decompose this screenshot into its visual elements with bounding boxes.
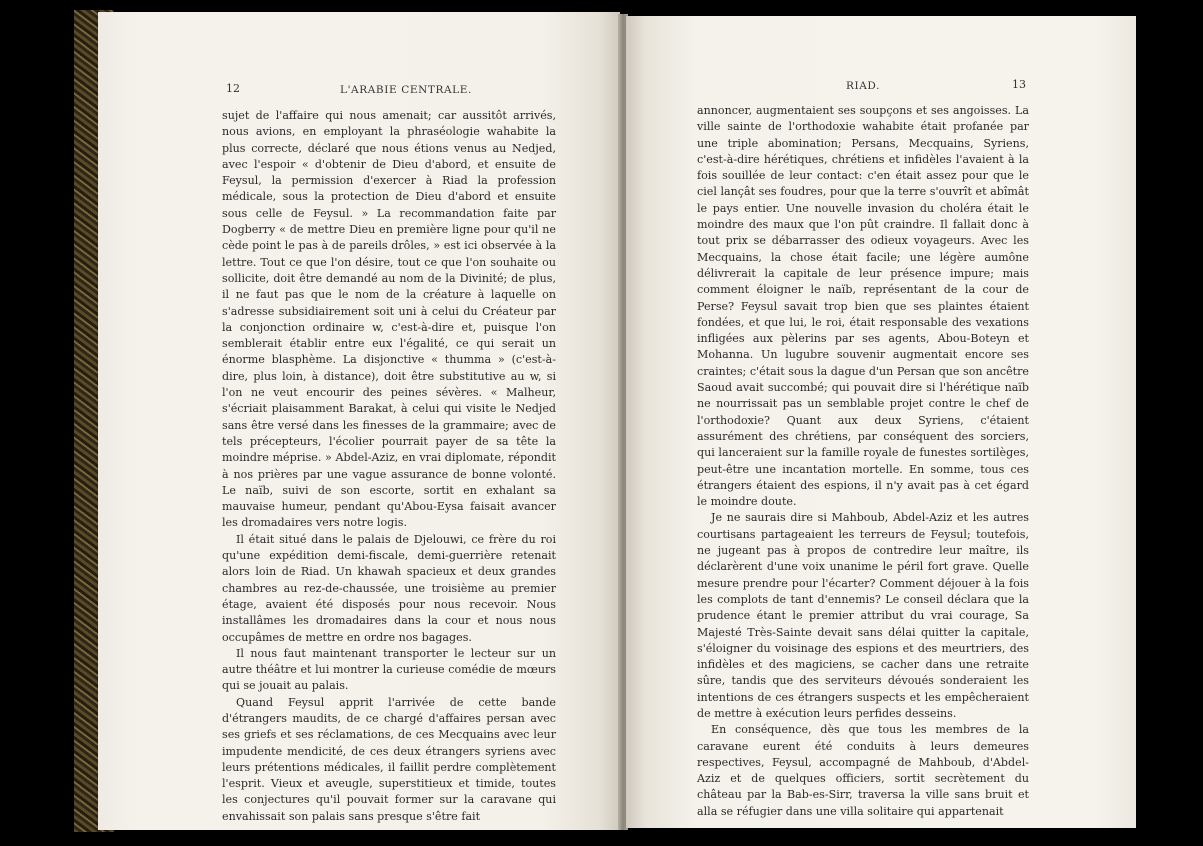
- paragraph: En conséquence, dès que tous les membres de la caravane eurent été conduits à leurs demeures respectives, Feysul, accompagné de Mahboub, d'Abdel-Aziz et de quelques officiers, sortit secrètement du château par la Bab-es-Sirr, traversa la ville sans bruit et alla se réfugier dans une villa solitaire qui appartenait: [697, 723, 1029, 818]
- paragraph: Je ne saurais dire si Mahboub, Abdel-Aziz et les autres courtisans partageaient les terreurs de Feysul; toutefois, ne jugeant pas à propos de contredire leur maître, ils déclarèrent d'une voix unanime le péril fort grave. Quelle mesure prendre pour l'écarter? Comment déjouer à la fois les complots de tant d'ennemis? Le conseil déclara que la prudence étant le premier attribut du vrai courage, Sa Majesté Très-Sainte devait sans délai quitter la capitale, s'éloigner du voisinage des espions et des meurtriers, des infidèles et des magiciens, se cacher dans une retraite sûre, tandis que des serviteurs dévoués sonderaient les intentions de ces étrangers suspects et les empêcheraient de mettre à exécution leurs perfides desseins.: [697, 511, 1029, 720]
- paragraph: Il nous faut maintenant transporter le lecteur sur un autre théâtre et lui montrer la curieuse comédie de mœurs qui se jouait au palais.: [222, 646, 556, 693]
- right-page-text: [697, 103, 1029, 820]
- left-page-text: [222, 108, 556, 825]
- paragraph: sujet de l'affaire qui nous amenait; car aussitôt arrivés, nous avions, en employant la phraséologie wahabite la plus correcte, déclaré que nous étions venus au Nedjed, avec l'espoir « d'obtenir de Dieu d'abord, et ensuite de Feysul, la permission d'exercer à Riad la profession médicale, sous la protection de Dieu d'abord et ensuite sous celle de Feysul. » La recommandation faite par Dogberry « de mettre Dieu en première ligne pour qu'il ne cède point le pas à de pareils drôles, » est ici observée à la lettre. Tout ce que l'on désire, tout ce que l'on souhaite ou sollicite, doit être demandé au nom de la Divinité; de plus, il ne faut pas que le nom de la créature à laquelle on s'adresse subsidiairement soit uni à celui du Créateur par la conjonction ordinaire w, c'est-à-dire et, puisque l'on semblerait établir entre eux l'égalité, ce qui serait un énorme blasphème. La disjonctive « thumma » (c'est-à-dire, plus loin, à distance), doit être substitutive au w, si l'on ne veut encourir des peines sévères. « Malheur, s'écriait plaisamment Barakat, à celui qui visite le Nedjed sans être versé dans les finesses de la grammaire; avec de tels précepteurs, l'écolier pourrait payer de sa tête la moindre méprise. » Abdel-Aziz, en vrai diplomate, répondit à nos prières par une vague assurance de bonne volonté. Le naïb, suivi de son escorte, sortit en exhalant sa mauvaise humeur, pendant qu'Abou-Eysa faisait avancer les dromadaires vers notre logis.: [222, 109, 556, 530]
- paragraph: Quand Feysul apprit l'arrivée de cette bande d'étrangers maudits, de ce chargé d'affaires persan avec ses griefs et ses réclamations, de ces Mecquains avec leur impudente mendicité, de ces deux étrangers syriens avec leurs prétentions médicales, il faillit perdre complètement l'esprit. Vieux et aveugle, superstitieux et timide, toutes les conjectures qu'il pouvait former sur la caravane qui envahissait son palais sans presque s'être fait: [222, 695, 556, 823]
- left-running-head: L'ARABIE CENTRALE.: [340, 84, 472, 96]
- right-running-head: RIAD.: [846, 80, 881, 92]
- right-page-number: 13: [1012, 78, 1026, 91]
- left-page-number: 12: [226, 82, 240, 95]
- paragraph: Il était situé dans le palais de Djelouwi, ce frère du roi qu'une expédition demi-fiscale, demi-guerrière retenait alors loin de Riad. Un khawah spacieux et deux grandes chambres au rez-de-chaussée, une troisième au premier étage, avaient été disposés pour nous recevoir. Nous installâmes les dromadaires dans la cour et nous nous occupâmes de mettre en ordre nos bagages.: [222, 532, 556, 644]
- paragraph: annoncer, augmentaient ses soupçons et ses angoisses. La ville sainte de l'orthodoxie wahabite était profanée par une triple abomination; Persans, Mecquains, Syriens, c'est-à-dire hérétiques, chrétiens et infidèles l'avaient à la fois souillée de leur contact: c'en était assez pour que le ciel lançât ses foudres, pour que la terre s'ouvrît et abîmât le pays entier. Une nouvelle invasion du choléra était le moindre des maux que l'on pût craindre. Il fallait donc à tout prix se débarrasser des odieux voyageurs. Avec les Mecquains, la chose était facile; une légère aumône délivrerait la capitale de leur présence impure; mais comment éloigner le naïb, représentant de la cour de Perse? Feysul savait trop bien que ses plaintes étaient fondées, et que lui, le roi, était responsable des vexations infligées aux pèlerins par ses agents, Abou-Boteyn et Mohanna. Un lugubre souvenir augmentait encore ses craintes; c'était sous la dague d'un Persan que son ancêtre Saoud avait succombé; qui pouvait dire si l'hérétique naïb ne nourrissait pas un semblable projet contre le chef de l'orthodoxie? Quant aux deux Syriens, c'étaient assurément des chrétiens, par conséquent des sorciers, qui lanceraient sur la famille royale de funestes sortilèges, peut-être une incantation mortelle. En somme, tous ces étrangers étaient des espions, il n'y avait pas à cet égard le moindre doute.: [697, 104, 1029, 509]
